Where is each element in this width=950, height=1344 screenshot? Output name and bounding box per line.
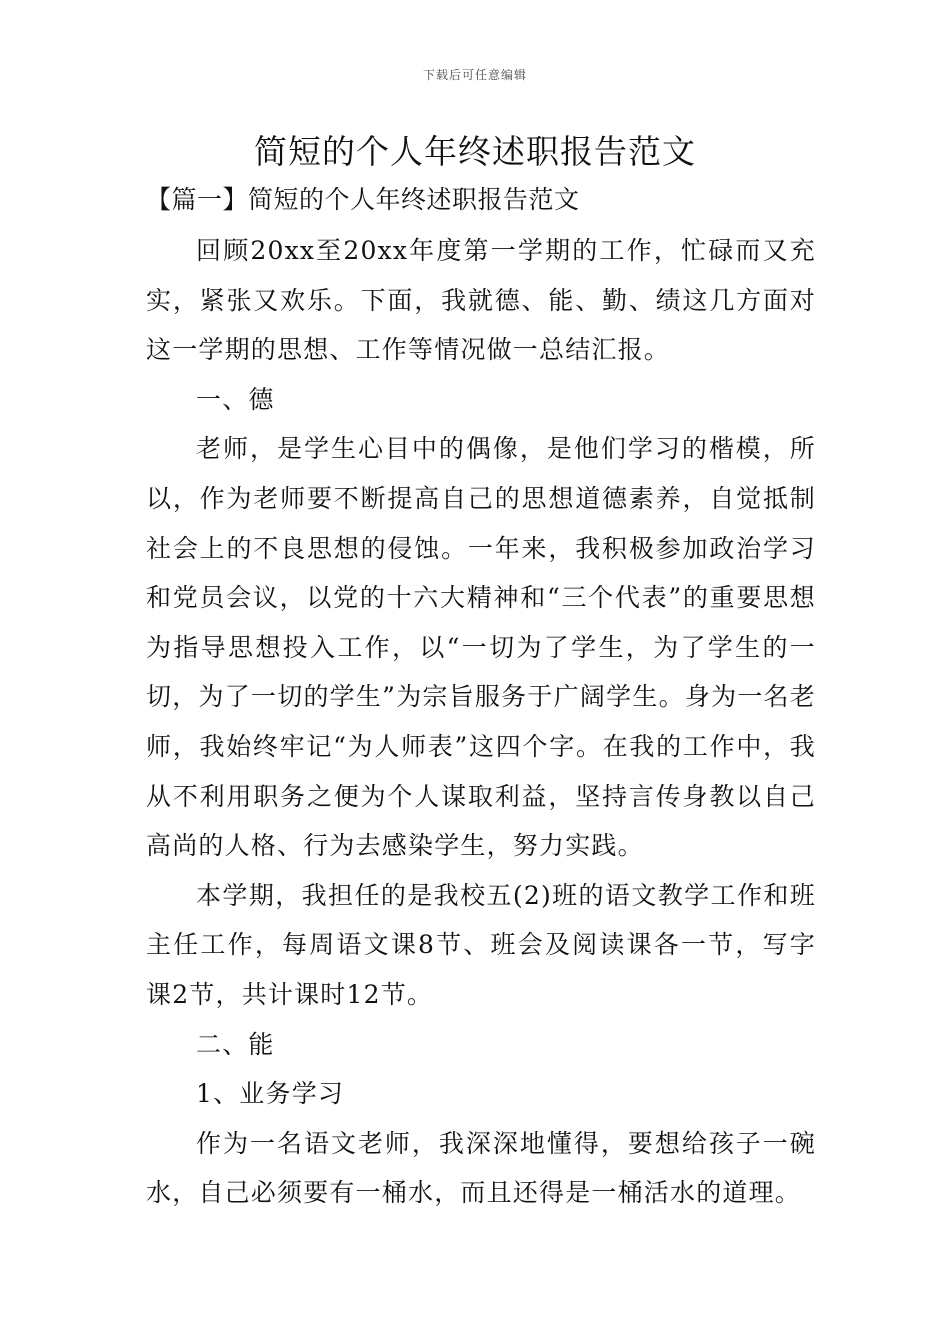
heading-de: 一、德 [196, 384, 275, 414]
header-note: 下载后可任意编辑 [422, 68, 527, 82]
subheading-study: 1、业务学习 [196, 1079, 345, 1109]
section-title: 【篇一】简短的个人年终述职报告范文 [146, 185, 580, 214]
document-body [146, 226, 816, 1218]
paragraph-workload: 本学期，我担任的是我校五(2)班的语文教学工作和班主任工作，每周语文课8节、班会及阅读课各一节，写字课2节，共计课时12节。 [146, 880, 816, 1009]
paragraph-study: 作为一名语文老师，我深深地懂得，要想给孩子一碗水，自己必须要有一桶水，而且还得是一桶活水的道理。 [146, 1128, 816, 1208]
document-title: 简短的个人年终述职报告范文 [254, 132, 696, 171]
paragraph-de: 老师，是学生心目中的偶像，是他们学习的楷模，所以，作为老师要不断提高自己的思想道德素养，自觉抵制社会上的不良思想的侵蚀。一年来，我积极参加政治学习和党员会议，以党的十六大精神和“三个代表”的重要思想为指导思想投入工作，以“一切为了学生，为了学生的一切，为了一切的学生”为宗旨服务于广阔学生。身为一名老师，我始终牢记“为人师表”这四个字。在我的工作中，我从不利用职务之便为个人谋取利益，坚持言传身教以自己高尚的人格、行为去感染学生，努力实践。 [146, 434, 816, 861]
heading-neng: 二、能 [196, 1029, 275, 1059]
paragraph-intro: 回顾20xx至20xx年度第一学期的工作，忙碌而又充实，紧张又欢乐。下面，我就德、能、勤、绩这几方面对这一学期的思想、工作等情况做一总结汇报。 [146, 236, 816, 365]
